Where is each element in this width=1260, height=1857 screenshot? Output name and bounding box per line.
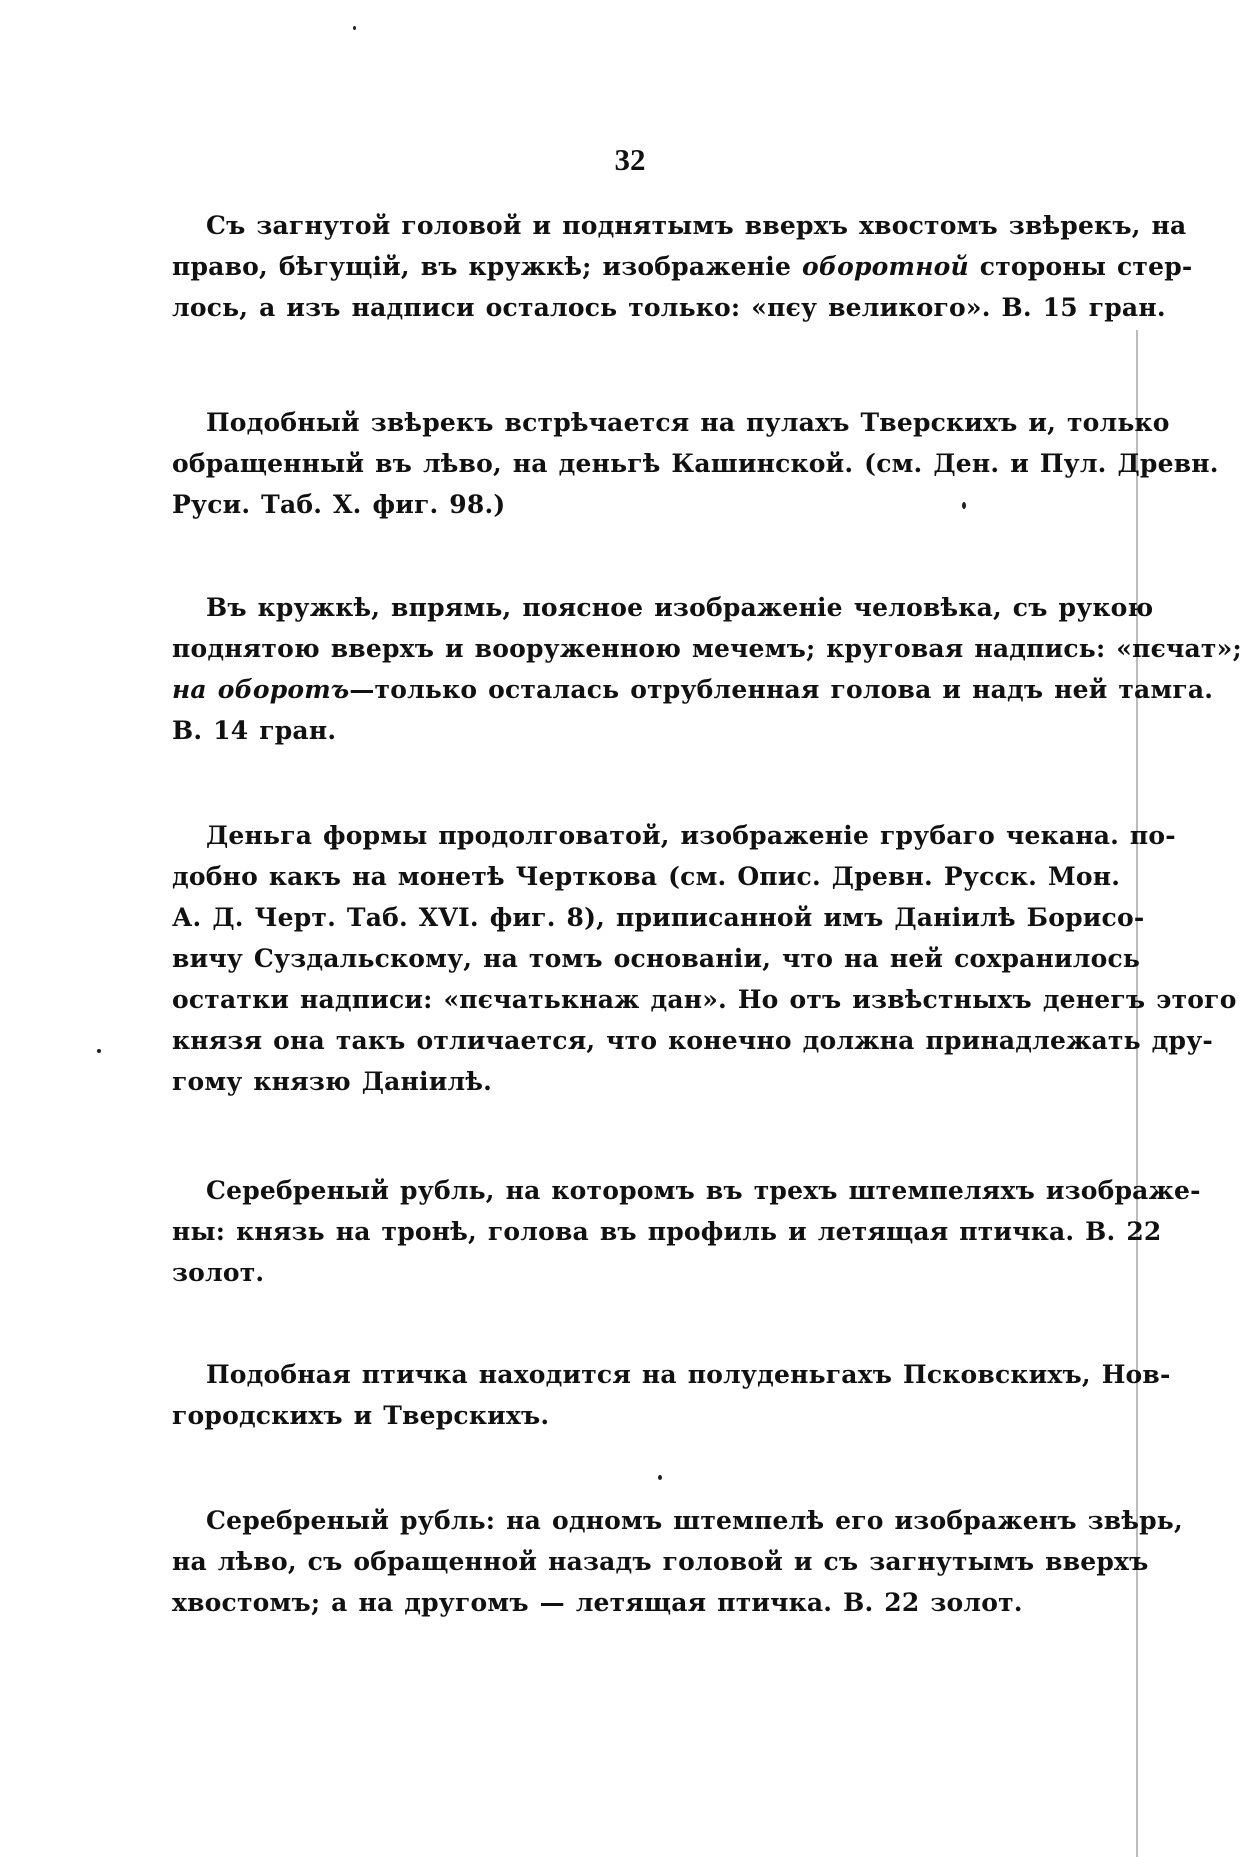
text-line [172,1252,1094,1293]
paragraph-4 [172,815,1237,1102]
text-run: право, бѣгущій, въ кружкѣ; изображеніе [172,252,802,281]
text-line [172,979,1237,1020]
italic-text-run: на оборотъ [172,675,350,704]
text-run: А. Д. Черт. Таб. XVI. фиг. 8), приписанной имъ Даніилѣ Борисо- [172,903,1145,932]
text-run: гому князю Даніилѣ. [172,1067,493,1096]
text-line [172,1541,1149,1582]
paragraph-3 [172,587,1242,751]
text-run: на лѣво, съ обращенной назадъ головой и съ загнутымъ вверхъ [172,1547,1149,1576]
text-run: золот. [172,1258,265,1287]
paragraph-7 [172,1500,1183,1623]
text-run: Деньга формы продолговатой, изображеніе грубаго чекана. по- [206,821,1176,850]
text-run: Руси. Таб. X. фиг. 98.) [172,490,506,519]
text-line [172,1500,1183,1541]
text-run: городскихъ и Тверскихъ. [172,1401,550,1430]
text-line [172,1395,1094,1436]
text-run: вичу Суздальскому, на томъ основаніи, что на ней сохранилось [172,944,1141,973]
scan-speck [658,1475,662,1480]
text-run: Серебреный рубль, на которомъ въ трехъ штемпеляхъ изображе- [206,1176,1201,1205]
text-run: Подобный звѣрекъ встрѣчается на пулахъ Тверскихъ и, только [206,408,1170,437]
text-line [172,246,1193,287]
text-line [172,402,1170,443]
text-line [172,1211,1162,1252]
text-run: стороны стер- [968,252,1193,281]
text-line [172,1020,1214,1061]
scan-speck [97,1049,101,1053]
scan-speck [353,26,356,30]
text-run: лось, а изъ надписи осталось только: «пєу великого». В. 15 гран. [172,293,1166,322]
paragraph-6 [172,1354,1171,1436]
text-run: Подобная птичка находится на полуденьгахъ Псковскихъ, Нов- [206,1360,1171,1389]
text-run: остатки надписи: «пєчатькнаж дан». Но отъ извѣстныхъ денегъ этого [172,985,1237,1014]
text-line [172,287,1166,328]
text-run: Серебреный рубль: на одномъ штемпелѣ его изображенъ звѣрь, [206,1506,1183,1535]
text-line [172,669,1214,710]
text-line [172,1061,1094,1102]
paragraph-1 [172,205,1193,328]
text-line [172,205,1187,246]
text-run: хвостомъ; а на другомъ — летящая птичка. В. 22 золот. [172,1588,1023,1617]
text-line [172,587,1154,628]
text-line [172,1354,1171,1395]
text-run: ны: князь на тронѣ, голова въ профиль и летящая птичка. В. 22 [172,1217,1162,1246]
text-run: —только осталась отрубленная голова и надъ ней тамга. [349,675,1214,704]
text-line [172,1170,1201,1211]
text-line [172,938,1141,979]
text-line [172,443,1219,484]
text-run: князя она такъ отличается, что конечно должна принадлежать дру- [172,1026,1214,1055]
text-line [172,1582,1094,1623]
text-line [172,484,1094,525]
text-run: Съ загнутой головой и поднятымъ вверхъ хвостомъ звѣрекъ, на [206,211,1187,240]
paragraph-2 [172,402,1219,525]
page-number: 32 [614,142,646,177]
text-run: добно какъ на монетѣ Черткова (см. Опис. Древн. Русск. Мон. [172,862,1121,891]
paragraph-5 [172,1170,1201,1293]
text-run: обращенный въ лѣво, на деньгѣ Кашинской. (см. Ден. и Пул. Древн. [172,449,1219,478]
text-line [172,897,1145,938]
text-line [172,815,1176,856]
text-run: В. 14 гран. [172,716,337,745]
scan-edge-line [1136,330,1138,1857]
text-run: поднятою вверхъ и вооруженною мечемъ; круговая надпись: «пєчат»; [172,634,1242,663]
text-line [172,710,1094,751]
text-line [172,628,1242,669]
italic-text-run: оборотной [801,252,969,281]
text-run: Въ кружкѣ, впрямь, поясное изображеніе человѣка, съ рукою [206,593,1154,622]
text-line [172,856,1121,897]
